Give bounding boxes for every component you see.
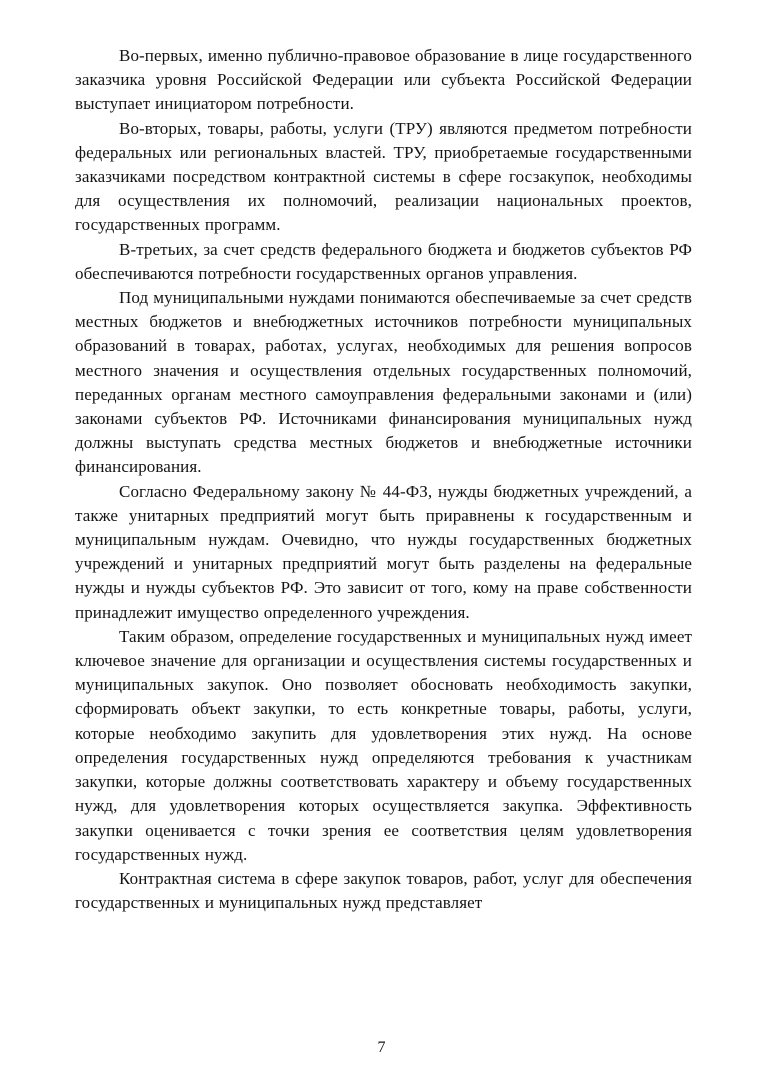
paragraph: Таким образом, определение государственных и муниципальных нужд имеет ключевое значение для организации и осуществления системы государственных и муниципальных закупок. Оно позволяет обосновать необходимость закупки, сформировать объект закупки, то есть конкретные товары, работы, услуги, которые необходимо закупить для удовлетворения этих нужд. На основе определения государственных нужд определяются требования к участникам закупки, которые должны соответствовать характеру и объему государственных нужд, для удовлетворения которых осуществляется закупка. Эффективность закупки оценивается с точки зрения ее соответствия целям удовлетворения государственных нужд. <box>75 626 692 864</box>
paragraph: В-третьих, за счет средств федерального бюджета и бюджетов субъектов РФ обеспечиваются потребности государственных органов управления. <box>75 239 692 283</box>
paragraph: Под муниципальными нуждами понимаются обеспечиваемые за счет средств местных бюджетов и внебюджетных источников потребности муниципальных образований в товарах, работах, услугах, необходимых для решения вопросов местного значения и осуществления отдельных государственных полномочий, переданных органам местного самоуправления федеральными законами и (или) законами субъектов РФ. Источниками финансирования муниципальных нужд должны выступать средства местных бюджетов и внебюджетные источники финансирования. <box>75 288 692 477</box>
paragraph: Контрактная система в сфере закупок товаров, работ, услуг для обеспечения государственных и муниципальных нужд представляет <box>75 868 692 913</box>
page-number: 7 <box>377 1039 386 1056</box>
paragraph: Согласно Федеральному закону № 44-ФЗ, нужды бюджетных учреждений, а также унитарных предприятий могут быть приравнены к государственным и муниципальным нуждам. Очевидно, что нужды государственных бюджетных учреждений и унитарных предприятий могут быть разделены на федеральные нужды и нужды субъектов РФ. Это зависит от того, кому на праве собственности принадлежит имущество определенного учреждения. <box>75 481 692 622</box>
paragraph: Во-первых, именно публично-правовое образование в лице государственного заказчика уровня Российской Федерации или субъекта Российской Федерации выступает инициатором потребности. <box>75 46 692 114</box>
paragraph: Во-вторых, товары, работы, услуги (ТРУ) являются предметом потребности федеральных или региональных властей. ТРУ, приобретаемые государственными заказчиками посредством контрактной системы в сфере госзакупок, необходимы для осуществления их полномочий, реализации национальных проектов, государственных программ. <box>75 118 692 235</box>
text-body <box>75 44 692 915</box>
